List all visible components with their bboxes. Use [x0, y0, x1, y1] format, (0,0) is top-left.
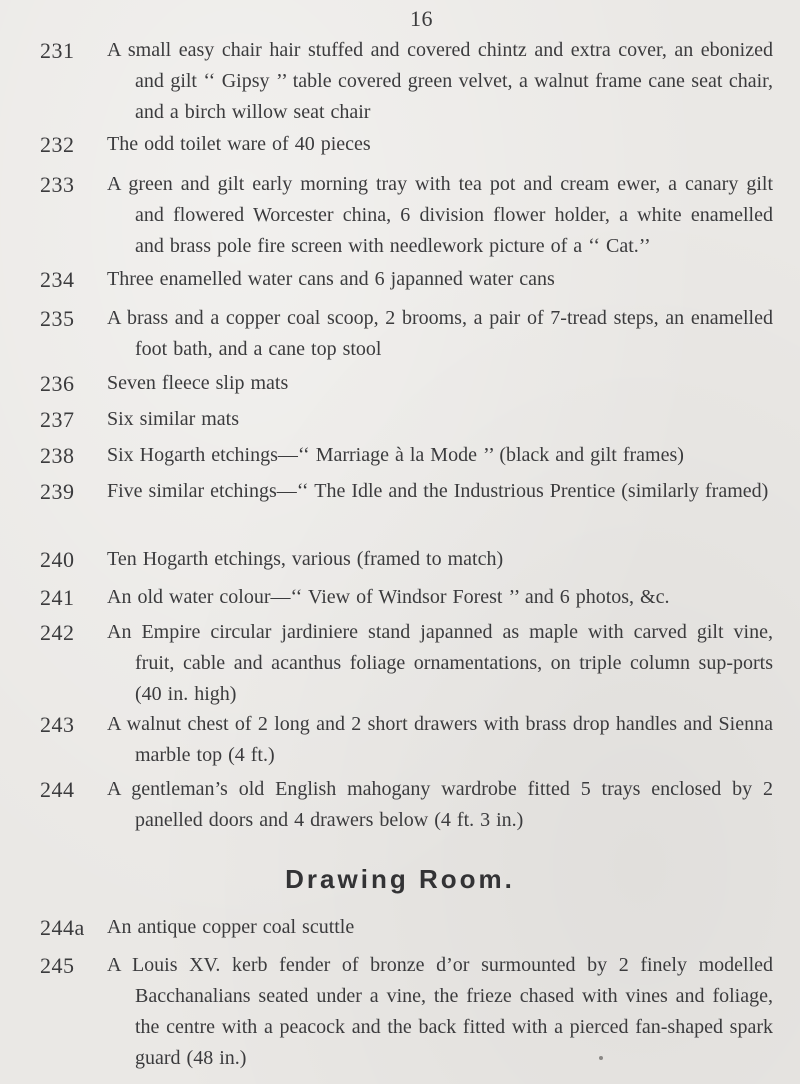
- lot-description: Seven fleece slip mats: [107, 372, 289, 394]
- lot-description: Five similar etchings—‘‘ The Idle and the Industrious Prentice (similarly framed): [107, 480, 769, 502]
- lot-number: 237: [40, 407, 75, 432]
- lot-description: A small easy chair hair stuffed and covered chintz and extra cover, an ebonized and gilt ‘‘ Gipsy ’’ table covered green velvet, a walnut frame cane seat chair, and a birch willow seat chair: [107, 39, 773, 123]
- page-number: 16: [410, 6, 433, 31]
- lot-number: 233: [40, 172, 75, 197]
- section-heading: Drawing Room.: [285, 864, 515, 894]
- lot-description: A brass and a copper coal scoop, 2 brooms, a pair of 7-tread steps, an enamelled foot bath, and a cane top stool: [107, 307, 773, 360]
- lot-description: A Louis XV. kerb fender of bronze d’or surmounted by 2 finely modelled Bacchanalians seated under a vine, the frieze chased with vines and foliage, the centre with a peacock and the back fitted with a pierced fan-shaped spark guard (48 in.): [107, 954, 773, 1069]
- lot-number: 238: [40, 443, 75, 468]
- lot-description: An old water colour—‘‘ View of Windsor Forest ’’ and 6 photos, &c.: [107, 586, 670, 608]
- lot-number: 245: [40, 953, 75, 978]
- lot-description: The odd toilet ware of 40 pieces: [107, 133, 371, 155]
- lot-description: An Empire circular jardiniere stand japanned as maple with carved gilt vine, fruit, cable and acanthus foliage ornamentations, on triple column sup-ports (40 in. high): [107, 621, 773, 705]
- lot-number: 244a: [40, 915, 85, 940]
- lot-number: 236: [40, 371, 75, 396]
- lot-description: Six similar mats: [107, 408, 239, 430]
- lot-number: 240: [40, 547, 75, 572]
- lot-number: 239: [40, 479, 75, 504]
- lot-number: 242: [40, 620, 75, 645]
- lot-description: Ten Hogarth etchings, various (framed to match): [107, 548, 504, 570]
- lot-number: 241: [40, 585, 75, 610]
- lot-description: Three enamelled water cans and 6 japanned water cans: [107, 268, 555, 290]
- lot-number: 244: [40, 777, 75, 802]
- lot-number: 232: [40, 132, 75, 157]
- lot-description: Six Hogarth etchings—‘‘ Marriage à la Mode ’’ (black and gilt frames): [107, 444, 684, 466]
- lot-description: An antique copper coal scuttle: [107, 916, 355, 938]
- lot-number: 231: [40, 38, 75, 63]
- lot-description: A green and gilt early morning tray with tea pot and cream ewer, a canary gilt and flowered Worcester china, 6 division flower holder, a white enamelled and brass pole fire screen with needlework picture of a ‘‘ Cat.’’: [107, 173, 773, 257]
- lot-number: 243: [40, 712, 75, 737]
- lot-description: A walnut chest of 2 long and 2 short drawers with brass drop handles and Sienna marble top (4 ft.): [107, 713, 773, 766]
- paper-speck: [599, 1056, 603, 1060]
- lot-number: 234: [40, 267, 75, 292]
- lot-number: 235: [40, 306, 75, 331]
- lot-description: A gentleman’s old English mahogany wardrobe fitted 5 trays enclosed by 2 panelled doors and 4 drawers below (4 ft. 3 in.): [107, 778, 773, 831]
